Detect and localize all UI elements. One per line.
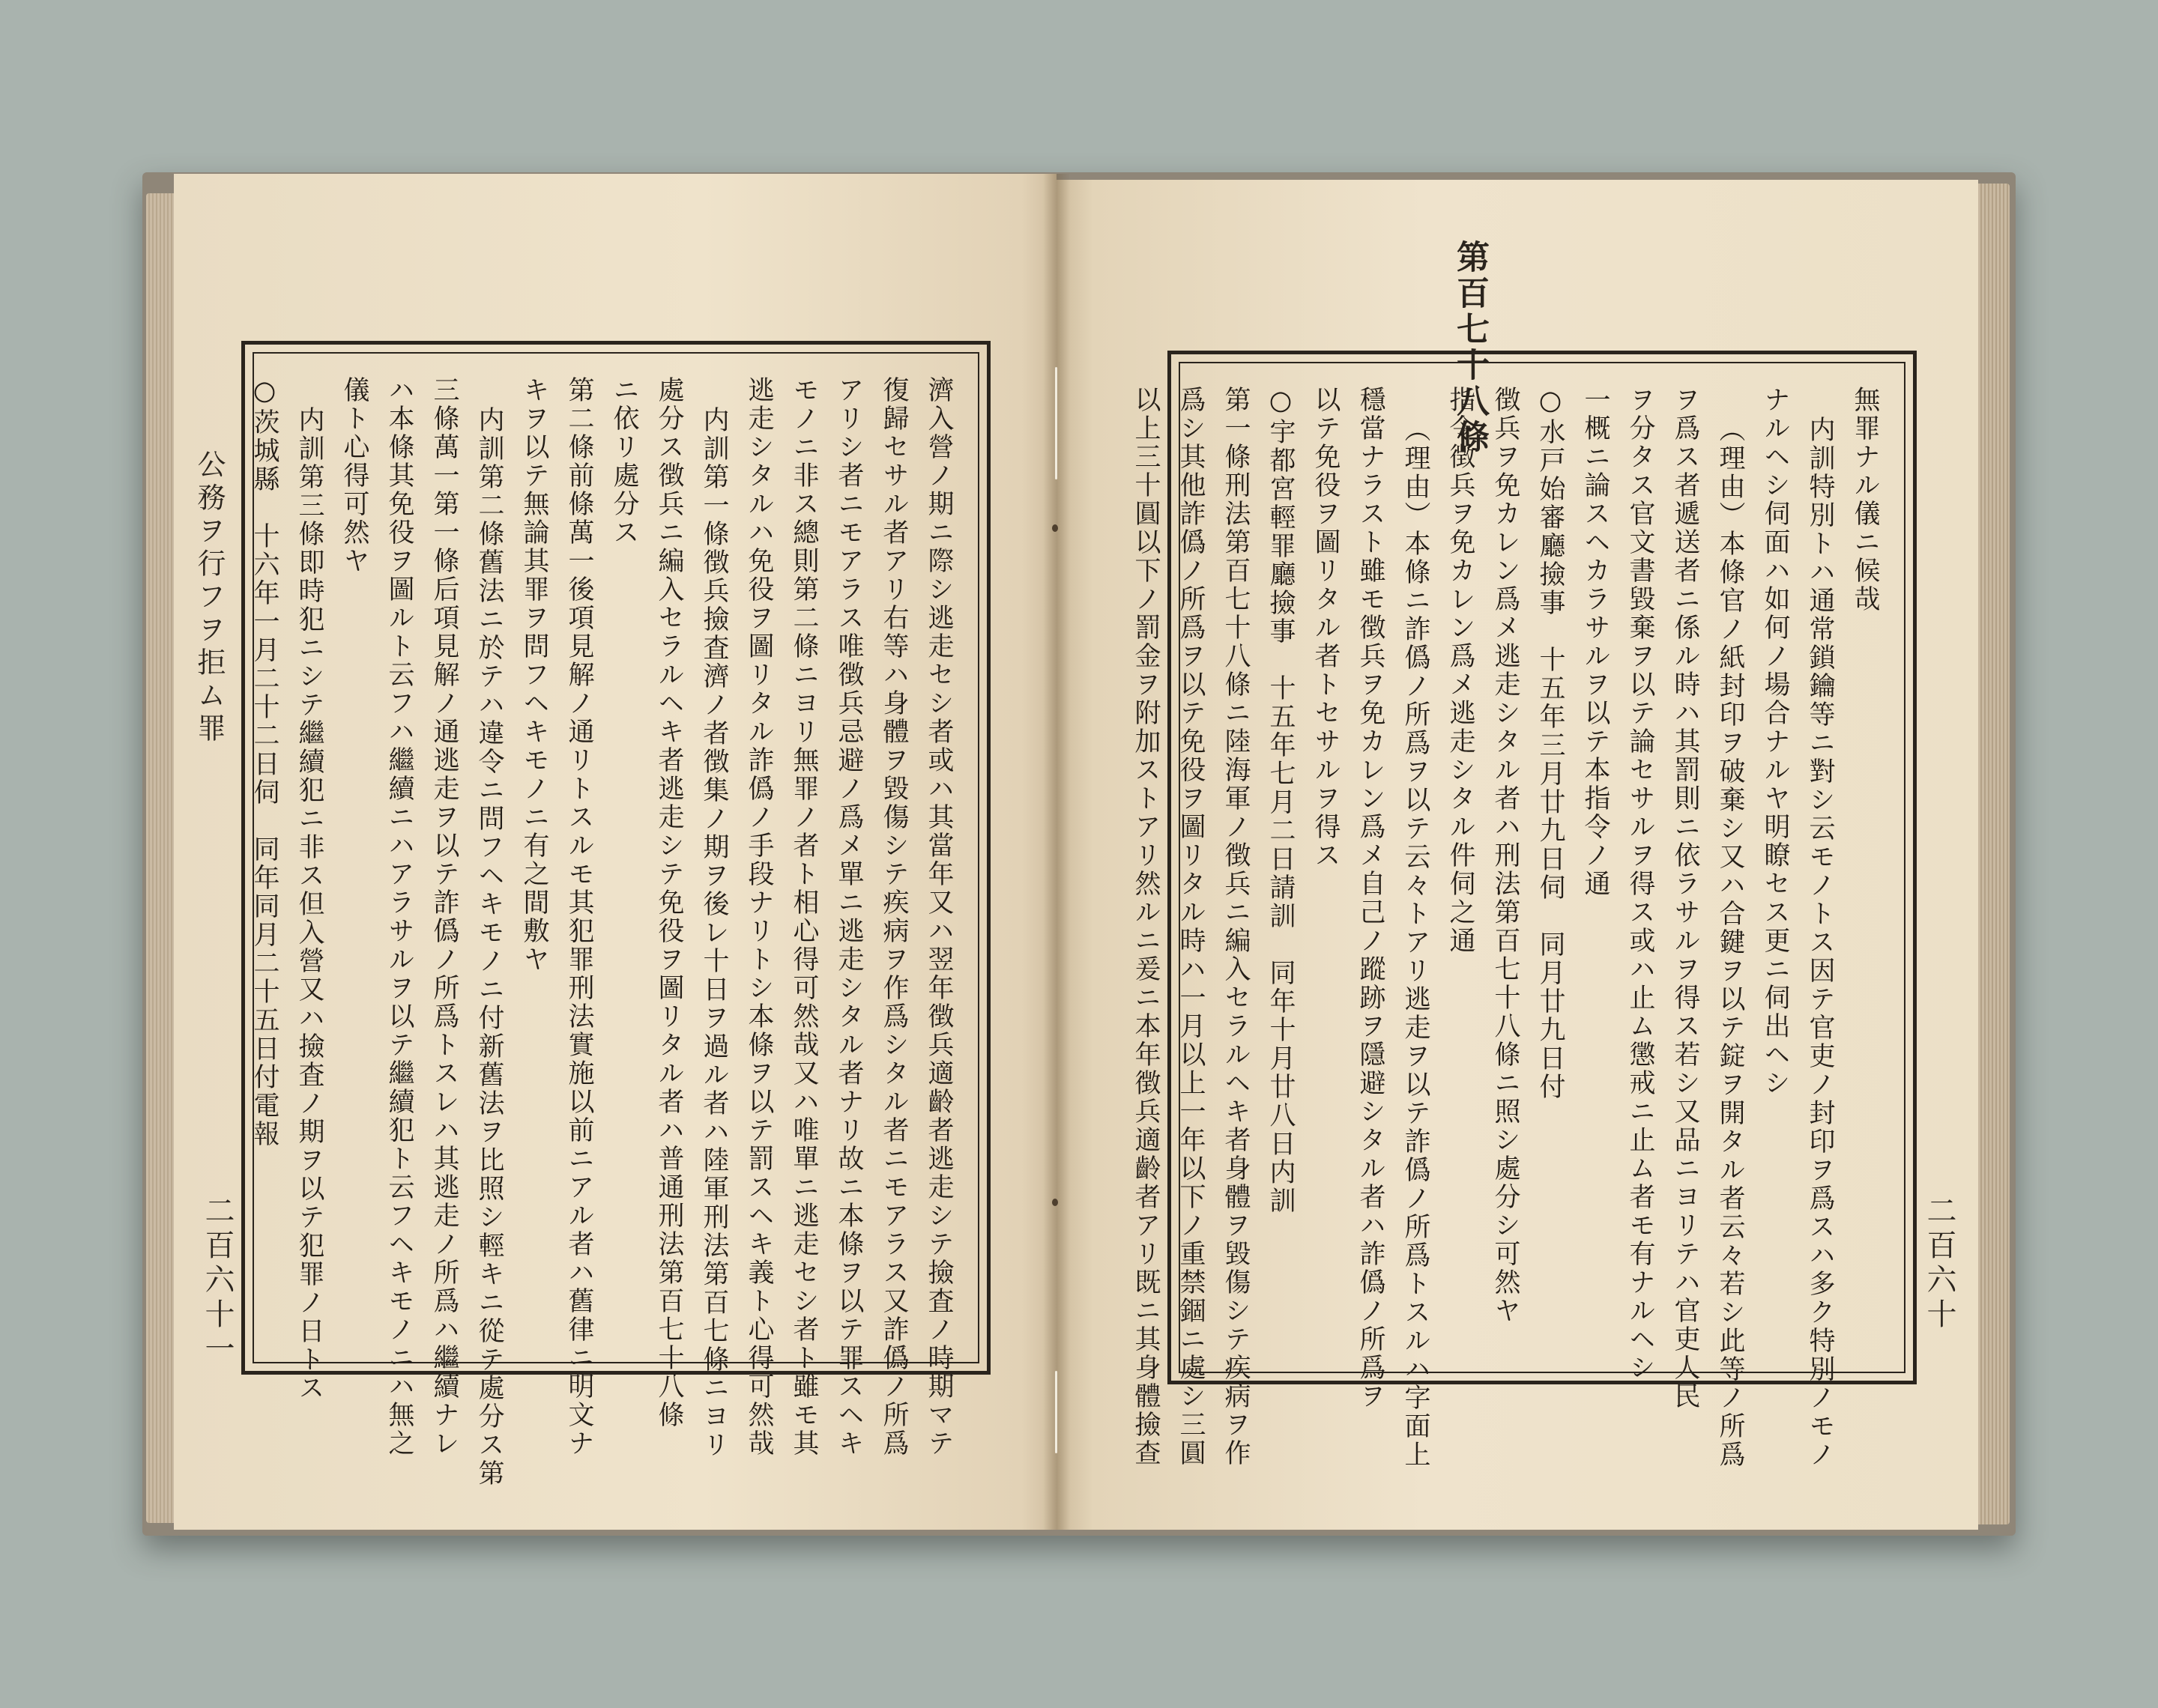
text-column: 内訓第二條舊法ニ於テハ違令ニ問フヘキモノニ付新舊法ヲ比照シ輕キニ從テ處分ス第 (474, 406, 504, 1488)
text-column: 内訓特別トハ通常鎖鑰等ニ對シ云モノトス因テ官吏ノ封印ヲ爲スハ多ク特別ノモノ (1805, 416, 1835, 1469)
binding-thread (1055, 1371, 1057, 1453)
binding-hole (1052, 524, 1058, 532)
text-column: 指令徴兵ヲ免カレン爲メ逃走シタル件伺之通 (1445, 386, 1475, 955)
text-column: （理由）本條ニ詐僞ノ所爲ヲ以テ云々トアリ逃走ヲ以テ詐僞ノ所爲トスルハ字面上 (1400, 416, 1430, 1469)
text-column: ○宇都宮輕罪廳撿事 十五年七月二日請訓 同年十月廿八日内訓 (1266, 386, 1296, 1215)
page-number: 二百六十 (1922, 1195, 1956, 1333)
text-column: ナルヘシ伺面ハ如何ノ場合ナルヤ明瞭セス更ニ伺出ヘシ (1760, 386, 1790, 1097)
binding-thread (1055, 367, 1057, 479)
page-number: 二百六十一 (200, 1195, 235, 1367)
text-column: ニ依リ處分ス (609, 376, 639, 547)
text-column: 濟入營ノ期ニ際シ逃走セシ者或ハ其當年又ハ翌年徴兵適齡者逃走シテ撿査ノ時期マテ (924, 376, 954, 1458)
right-text-frame (1131, 351, 1917, 1469)
text-column: ヲ爲ス者遞送者ニ係ル時ハ其罰則ニ依ラサルヲ得ス若シ又品ニヨリテハ官吏人民 (1670, 386, 1700, 1411)
text-column: 以テ免役ヲ圖リタル者トセサルヲ得ス (1311, 386, 1341, 870)
text-column: 處分ス徴兵ニ編入セラルヘキ者逃走シテ免役ヲ圖リタル者ハ普通刑法第百七十八條 (654, 376, 684, 1429)
text-column: 以上三十圓以下ノ罰金ヲ附加ストアリ然ルニ爰ニ本年徴兵適齡者アリ既ニ其身體撿查 (1131, 386, 1161, 1468)
text-column: 儀ト心得可然ヤ (339, 376, 369, 575)
text-column: 無罪ナル儀ニ候哉 (1850, 386, 1880, 614)
running-header: 公務ヲ行フヲ拒ム罪 (193, 449, 226, 746)
text-column: 第一條刑法第百七十八條ニ陸海軍ノ徴兵ニ編入セラルヘキ者身體ヲ毀傷シテ疾病ヲ作 (1221, 386, 1251, 1468)
binding-hole (1052, 1199, 1058, 1206)
text-column: 内訓第三條即時犯ニシテ繼續犯ニ非ス但入營又ハ撿査ノ期ヲ以テ犯罪ノ日トス (294, 406, 324, 1402)
text-column: ヲ分タス官文書毀棄ヲ以テ論セサルヲ得ス或ハ止ム懲戒ニ止ム者モ有ナルヘシ (1625, 386, 1655, 1382)
text-column: 第二條前條萬一後項見解ノ通リトスルモ其犯罪刑法實施以前ニアル者ハ舊律ニ明文ナ (564, 376, 594, 1458)
text-column: ハ本條其免役ヲ圖ルト云フハ繼續ニハアラサルヲ以テ繼續犯ト云フヘキモノニハ無之 (384, 376, 414, 1458)
text-column: モノニ非ス總則第二條ニヨリ無罪ノ者ト相心得可然哉又ハ唯單ニ逃走セシ者ト雖モ其 (789, 376, 819, 1458)
text-column: 徴兵ヲ免カレン爲メ逃走シタル者ハ刑法第百七十八條ニ照シ處分シ可然ヤ (1490, 386, 1520, 1325)
text-column: 一概ニ論スヘカラサルヲ以テ本指令ノ通 (1580, 386, 1610, 898)
text-column: （理由）本條官ノ紙封印ヲ破棄シ又ハ合鍵ヲ以テ錠ヲ開タル者云々若シ此等ノ所爲 (1715, 416, 1745, 1469)
text-column: 爲シ其他詐僞ノ所爲ヲ以テ免役ヲ圖リタル時ハ一月以上一年以下ノ重禁錮ニ處シ三圓 (1176, 386, 1206, 1468)
text-column: ○水戸始審廳撿事 十五年三月廿九日伺 同月廿九日付 (1535, 386, 1565, 1101)
text-column: アリシ者ニモアラス唯徴兵忌避ノ爲メ單ニ逃走シタル者ナリ故ニ本條ヲ以テ罪スヘキ (834, 376, 864, 1458)
right-body-text (1131, 386, 1888, 1469)
left-body-text (250, 376, 961, 1488)
text-column: 内訓第一條徴兵撿査濟ノ者徴集ノ期ヲ後レ十日ヲ過ル者ハ陸軍刑法第百七條ニヨリ (699, 406, 729, 1459)
article-heading: 第百七十八條 (1451, 240, 1489, 455)
text-column: 逃走シタルハ免役ヲ圖リタル詐僞ノ手段ナリトシ本條ヲ以テ罰スヘキ義ト心得可然哉 (744, 376, 774, 1458)
text-column: 穩當ナラスト雖モ徴兵ヲ免カレン爲メ自己ノ蹤跡ヲ隱避シタル者ハ詐僞ノ所爲ヲ (1355, 386, 1385, 1411)
left-text-frame (241, 341, 991, 1488)
text-column: 復歸セサル者アリ右等ハ身體ヲ毀傷シテ疾病ヲ作爲シタル者ニモアラス又詐僞ノ所爲 (879, 376, 909, 1458)
text-column: 三條萬一第一條后項見解ノ通逃走ヲ以テ詐僞ノ所爲トスレハ其逃走ノ所爲ハ繼續ナレ (429, 376, 459, 1458)
text-column: キヲ以テ無論其罪ヲ問フヘキモノニ有之間敷ヤ (519, 376, 549, 974)
text-column: ○茨城縣 十六年一月二十二日伺 同年同月二十五日付電報 (250, 376, 279, 1148)
